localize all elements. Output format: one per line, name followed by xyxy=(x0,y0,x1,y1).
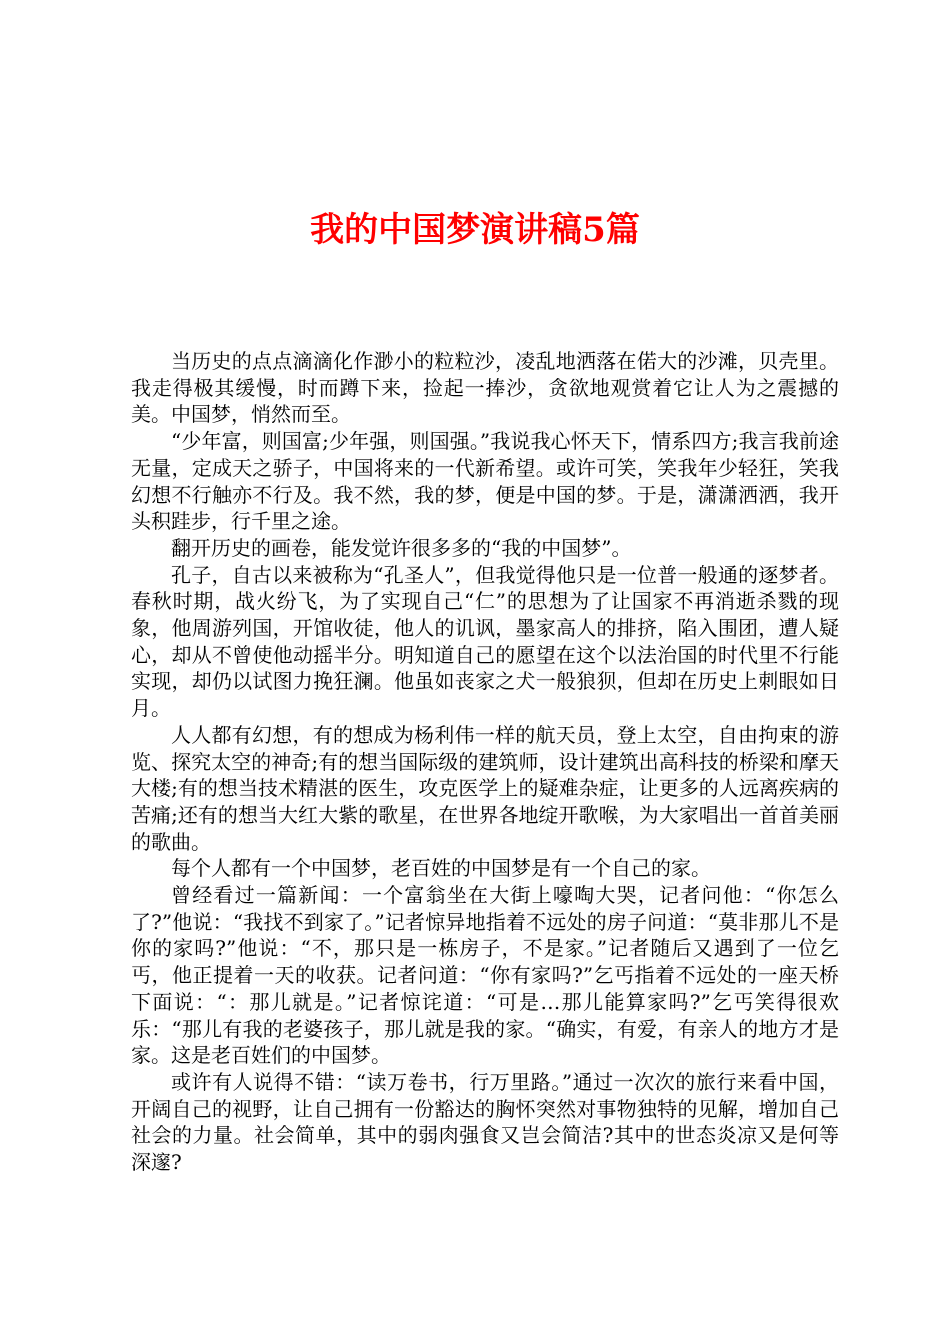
paragraph: “少年富，则国富;少年强，则国强。”我说我心怀天下，情系四方;我言我前途无量，定成天之骄子，中国将来的一代新希望。或许可笑，笑我年少轻狂，笑我幻想不行触亦不行及。我不然，我的梦，便是中国的梦。于是，潇潇洒洒，我开头积跬步，行千里之途。 xyxy=(131,429,839,534)
document-body xyxy=(131,348,839,1176)
paragraph: 或许有人说得不错：“读万卷书，行万里路。”通过一次次的旅行来看中国，开阔自己的视野，让自己拥有一份豁达的胸怀突然对事物独特的见解，增加自己社会的力量。社会简单，其中的弱肉强食又岂会简洁?其中的世态炎凉又是何等深邃? xyxy=(131,1069,839,1175)
paragraph: 曾经看过一篇新闻：一个富翁坐在大街上嚎啕大哭，记者问他：“你怎么了?”他说：“我找不到家了。”记者惊异地指着不远处的房子问道：“莫非那儿不是你的家吗?”他说：“不，那只是一栋房子，不是家。”记者随后又遇到了一位乞丐，他正提着一天的收获。记者问道：“你有家吗?”乞丐指着不远处的一座天桥下面说：“：那儿就是。”记者惊诧道：“可是…那儿能算家吗?”乞丐笑得很欢乐：“那儿有我的老婆孩子，那儿就是我的家。“确实，有爱，有亲人的地方才是家。这是老百姓们的中国梦。 xyxy=(131,883,839,1068)
paragraph: 翻开历史的画卷，能发觉许很多多的“我的中国梦”。 xyxy=(171,535,632,560)
paragraph: 每个人都有一个中国梦，老百姓的中国梦是有一个自己的家。 xyxy=(171,856,711,881)
paragraph: 孔子，自古以来被称为“孔圣人”，但我觉得他只是一位普一般通的逐梦者。春秋时期，战火纷飞，为了实现自己“仁”的思想为了让国家不再消逝杀戮的现象，他周游列国，开馆收徒，他人的讥讽，墨家高人的排挤，陷入围团，遭人疑心，却从不曾使他动摇半分。明知道自己的愿望在这个以法治国的时代里不行能实现，却仍以试图力挽狂澜。他虽如丧家之犬一般狼狈，但却在历史上刺眼如日月。 xyxy=(131,562,839,721)
document-title: 我的中国梦演讲稿5篇 xyxy=(310,210,640,250)
paragraph: 当历史的点点滴滴化作渺小的粒粒沙，凌乱地洒落在偌大的沙滩，贝壳里。我走得极其缓慢，时而蹲下来，捡起一捧沙，贪欲地观赏着它让人为之震撼的美。中国梦，悄然而至。 xyxy=(131,349,839,427)
paragraph: 人人都有幻想，有的想成为杨利伟一样的航天员，登上太空，自由拘束的游览、探究太空的神奇;有的想当国际级的建筑师，设计建筑出高科技的桥梁和摩天大楼;有的想当技术精湛的医生，攻克医学上的疑难杂症，让更多的人远离疾病的苦痛;还有的想当大红大紫的歌星，在世界各地绽开歌喉，为大家唱出一首首美丽的歌曲。 xyxy=(131,722,839,854)
